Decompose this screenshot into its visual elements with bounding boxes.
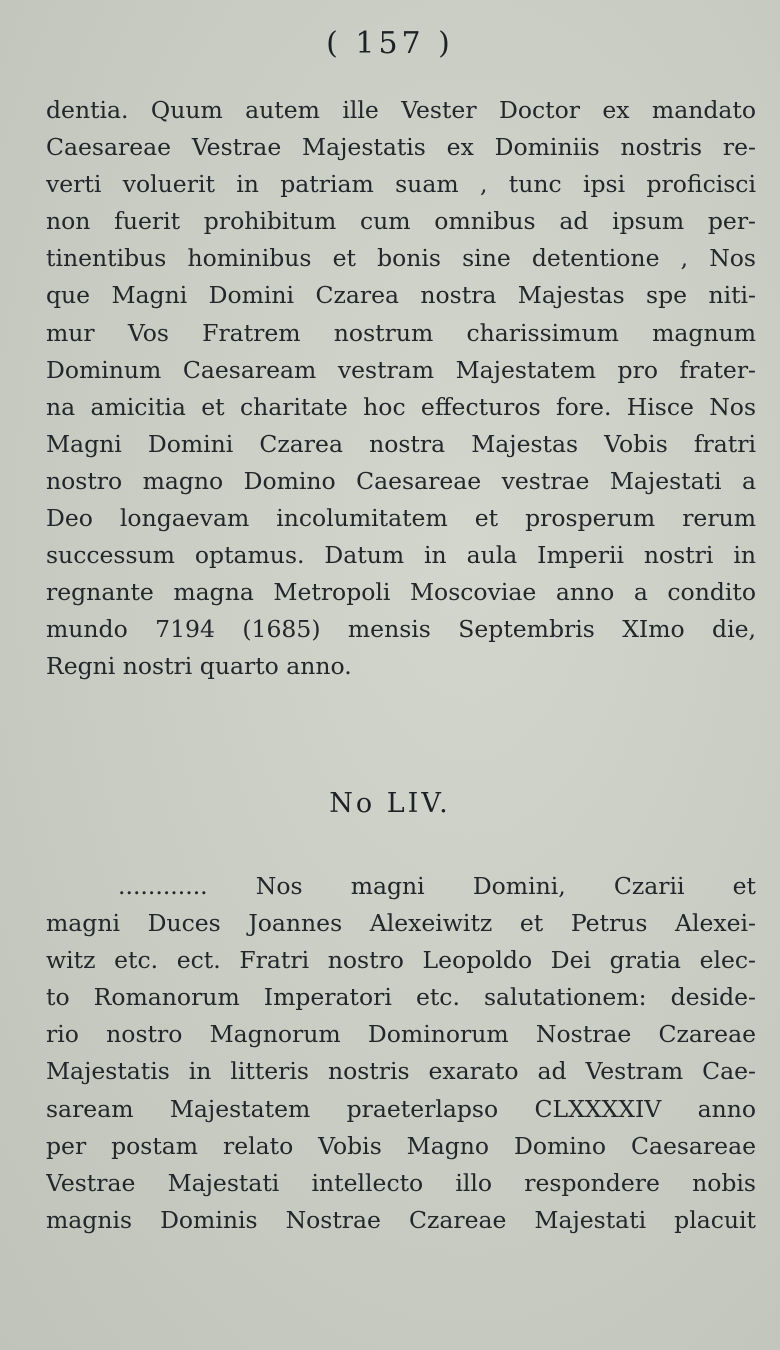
page-number: ( 157 ) <box>326 26 454 61</box>
text-line: magnis Dominis Nostrae Czareae Majestati placuit <box>46 1205 756 1234</box>
text-line: verti voluerit in patriam suam , tunc ipsi proficisci <box>46 170 756 199</box>
text-line: per postam relato Vobis Magno Domino Caesareae <box>46 1131 756 1160</box>
text-line: Vestrae Majestati intellecto illo respondere nobis <box>46 1168 756 1197</box>
paragraph-2 <box>46 868 756 1239</box>
text-line: witz etc. ect. Fratri nostro Leopoldo Dei gratia elec- <box>46 946 756 975</box>
section-heading: No LIV. <box>329 788 451 819</box>
text-line: regnante magna Metropoli Moscoviae anno a condito <box>46 578 756 607</box>
text-line: dentia. Quum autem ille Vester Doctor ex mandato <box>46 96 756 124</box>
text-line: rio nostro Magnorum Dominorum Nostrae Czareae <box>46 1020 756 1049</box>
text-line: tinentibus hominibus et bonis sine detentione , Nos <box>46 244 756 273</box>
text-line: mur Vos Fratrem nostrum charissimum magnum <box>46 318 756 347</box>
text-line: Regni nostri quarto anno. <box>46 652 352 681</box>
text-line: saream Majestatem praeterlapso CLXXXXIV anno <box>46 1094 756 1123</box>
text-line: Dominum Caesaream vestram Majestatem pro frater- <box>46 355 756 384</box>
text-line: to Romanorum Imperatori etc. salutationem: deside- <box>46 983 756 1012</box>
paragraph-1 <box>46 92 756 686</box>
text-line: Magni Domini Czarea nostra Majestas Vobis fratri <box>46 429 756 458</box>
text-line: ............ Nos magni Domini, Czarii et <box>118 872 756 900</box>
text-line: successum optamus. Datum in aula Imperii nostri in <box>46 541 756 570</box>
text-line: que Magni Domini Czarea nostra Majestas spe niti- <box>46 281 756 310</box>
text-line: nostro magno Domino Caesareae vestrae Majestati a <box>46 466 756 495</box>
text-line: na amicitia et charitate hoc effecturos fore. Hisce Nos <box>46 392 756 421</box>
text-line: magni Duces Joannes Alexeiwitz et Petrus Alexei- <box>46 909 756 938</box>
text-line: mundo 7194 (1685) mensis Septembris XImo die, <box>46 615 756 644</box>
text-line: Caesareae Vestrae Majestatis ex Dominiis nostris re- <box>46 133 756 162</box>
text-line: Deo longaevam incolumitatem et prosperum rerum <box>46 504 756 533</box>
text-line: non fuerit prohibitum cum omnibus ad ipsum per- <box>46 207 756 236</box>
text-line: Majestatis in litteris nostris exarato ad Vestram Cae- <box>46 1057 756 1086</box>
